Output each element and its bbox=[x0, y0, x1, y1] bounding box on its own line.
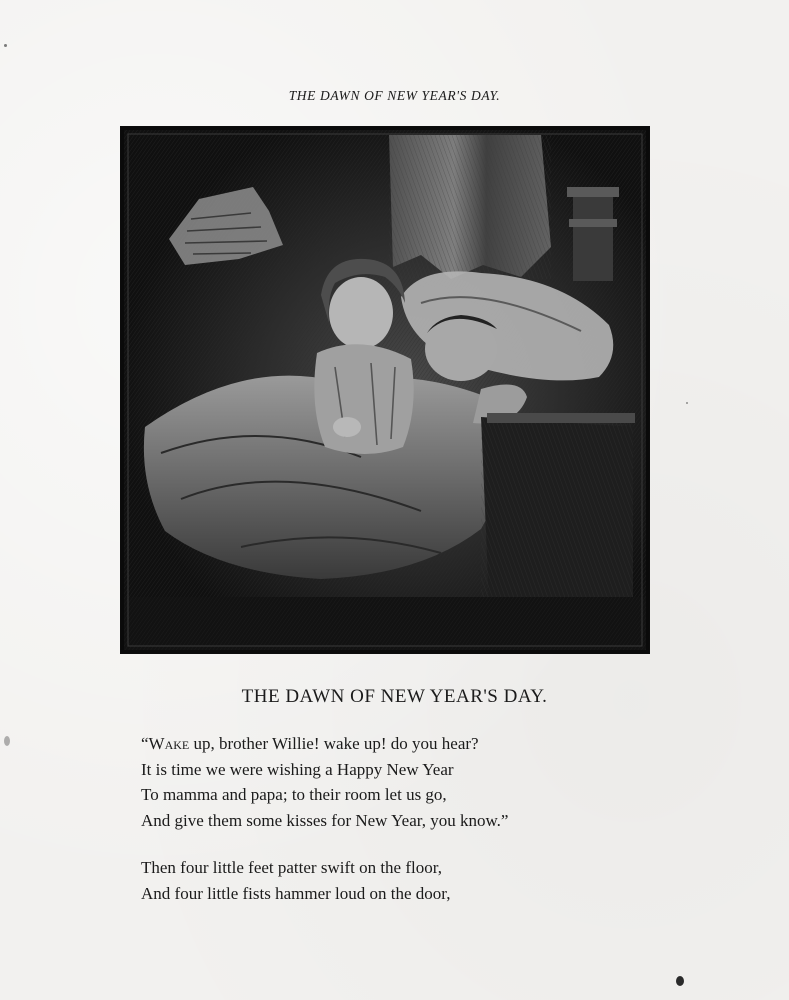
paper-speck bbox=[686, 402, 688, 404]
paper-speck bbox=[4, 736, 10, 746]
stanza-1 bbox=[141, 731, 701, 833]
poem-title: THE DAWN OF NEW YEAR'S DAY. bbox=[241, 686, 548, 707]
poem-line: And four little fists hammer loud on the door, bbox=[141, 883, 451, 903]
poem-line: It is time we were wishing a Happy New Year bbox=[141, 759, 454, 779]
poem-line: To mamma and papa; to their room let us go, bbox=[141, 785, 447, 804]
stanza-2 bbox=[141, 855, 701, 906]
poem-line bbox=[141, 731, 701, 757]
poem-line: Then four little feet patter swift on the floor, bbox=[141, 858, 442, 877]
engraving-illustration bbox=[121, 127, 649, 653]
line-text: up, brother Willie! wake up! do you hear? bbox=[189, 734, 479, 753]
small-caps-word: Wake bbox=[148, 734, 190, 753]
paper-speck bbox=[676, 976, 684, 986]
running-head: THE DAWN OF NEW YEAR'S DAY. bbox=[288, 88, 501, 103]
opening-quote: “ bbox=[141, 734, 149, 753]
poem-line: And give them some kisses for New Year, you know.” bbox=[141, 810, 509, 830]
engraving-artwork bbox=[121, 127, 649, 653]
paper-speck bbox=[4, 44, 7, 47]
